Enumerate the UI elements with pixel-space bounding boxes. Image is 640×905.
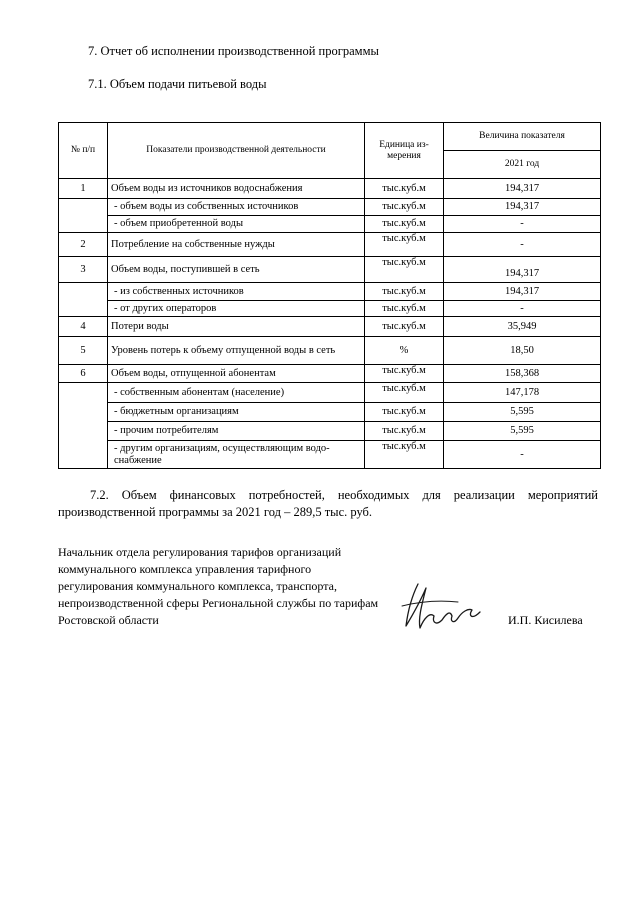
row-value: 194,317 bbox=[444, 257, 601, 283]
table-row bbox=[59, 199, 601, 216]
handwritten-signature bbox=[398, 576, 490, 640]
row-unit: тыс.куб.м bbox=[365, 441, 444, 469]
row-unit: тыс.куб.м bbox=[365, 257, 444, 283]
row-name: - объем воды из собственных источников bbox=[108, 199, 365, 216]
table-row bbox=[59, 422, 601, 441]
signatory-position: Начальник отдела регулирования тарифов организаций коммунального комплекса управления тарифного регулирования коммунального комплекса, транспорта, непроизводственной сферы Региональной службы по тарифам Ростовской области bbox=[58, 545, 379, 628]
row-value: 194,317 bbox=[444, 283, 601, 301]
row-name: - прочим потребителям bbox=[108, 422, 365, 441]
header-value-group: Величина показателя bbox=[444, 123, 601, 151]
row-unit: тыс.куб.м bbox=[365, 383, 444, 403]
financial-needs-paragraph: 7.2. Объем финансовых потребностей, необходимых для реализации мероприятий производственной программы за 2021 год – 289,5 тыс. руб. bbox=[58, 488, 598, 520]
row-value: 194,317 bbox=[444, 199, 601, 216]
row-name: Объем воды из источников водоснабжения bbox=[108, 179, 365, 199]
table-row bbox=[59, 441, 601, 469]
row-unit: % bbox=[365, 337, 444, 365]
section-heading: 7. Отчет об исполнении производственной программы bbox=[88, 44, 379, 58]
signatory-name: И.П. Кисилева bbox=[508, 613, 583, 627]
row-unit: тыс.куб.м bbox=[365, 422, 444, 441]
row-value: - bbox=[444, 441, 601, 469]
row-value: 147,178 bbox=[444, 383, 601, 403]
row-unit: тыс.куб.м bbox=[365, 216, 444, 233]
row-name: - бюджетным организациям bbox=[108, 403, 365, 422]
table-row bbox=[59, 233, 601, 257]
row-num bbox=[59, 199, 108, 233]
row-value: 5,595 bbox=[444, 403, 601, 422]
row-name: Потребление на собственные нужды bbox=[108, 233, 365, 257]
row-name: Объем воды, поступившей в сеть bbox=[108, 257, 365, 283]
row-value: 18,50 bbox=[444, 337, 601, 365]
row-num bbox=[59, 383, 108, 469]
row-num: 4 bbox=[59, 317, 108, 337]
row-name: - из собственных источников bbox=[108, 283, 365, 301]
table-row bbox=[59, 283, 601, 301]
row-num: 5 bbox=[59, 337, 108, 365]
row-name: - собственным абонентам (население) bbox=[108, 383, 365, 403]
header-num: № п/п bbox=[59, 123, 108, 179]
table-row bbox=[59, 337, 601, 365]
row-unit: тыс.куб.м bbox=[365, 233, 444, 257]
row-value: 194,317 bbox=[444, 179, 601, 199]
row-value: 158,368 bbox=[444, 365, 601, 383]
row-num bbox=[59, 283, 108, 317]
row-name: - другим организациям, осуществляющим водо-снабжение bbox=[108, 441, 365, 469]
row-value: 5,595 bbox=[444, 422, 601, 441]
table-row bbox=[59, 257, 601, 283]
row-unit: тыс.куб.м bbox=[365, 317, 444, 337]
row-name: Уровень потерь к объему отпущенной воды в сеть bbox=[108, 337, 365, 365]
row-num: 1 bbox=[59, 179, 108, 199]
row-value: - bbox=[444, 301, 601, 317]
production-table bbox=[58, 122, 601, 469]
table-row bbox=[59, 179, 601, 199]
row-num: 2 bbox=[59, 233, 108, 257]
row-unit: тыс.куб.м bbox=[365, 301, 444, 317]
table-row bbox=[59, 317, 601, 337]
row-name: Потери воды bbox=[108, 317, 365, 337]
row-name: Объем воды, отпущенной абонентам bbox=[108, 365, 365, 383]
row-name: - от других операторов bbox=[108, 301, 365, 317]
row-unit: тыс.куб.м bbox=[365, 199, 444, 216]
table-row bbox=[59, 383, 601, 403]
row-value: - bbox=[444, 233, 601, 257]
row-num: 6 bbox=[59, 365, 108, 383]
header-year: 2021 год bbox=[444, 151, 601, 179]
row-value: - bbox=[444, 216, 601, 233]
row-value: 35,949 bbox=[444, 317, 601, 337]
subsection-heading: 7.1. Объем подачи питьевой воды bbox=[88, 77, 267, 91]
row-name: - объем приобретенной воды bbox=[108, 216, 365, 233]
row-unit: тыс.куб.м bbox=[365, 403, 444, 422]
row-unit: тыс.куб.м bbox=[365, 283, 444, 301]
table-row bbox=[59, 403, 601, 422]
table-row bbox=[59, 365, 601, 383]
header-name: Показатели производственной деятельности bbox=[108, 123, 365, 179]
row-num: 3 bbox=[59, 257, 108, 283]
header-unit: Единица из-мерения bbox=[365, 123, 444, 179]
table-row bbox=[59, 301, 601, 317]
row-unit: тыс.куб.м bbox=[365, 179, 444, 199]
table-row bbox=[59, 216, 601, 233]
row-unit: тыс.куб.м bbox=[365, 365, 444, 383]
